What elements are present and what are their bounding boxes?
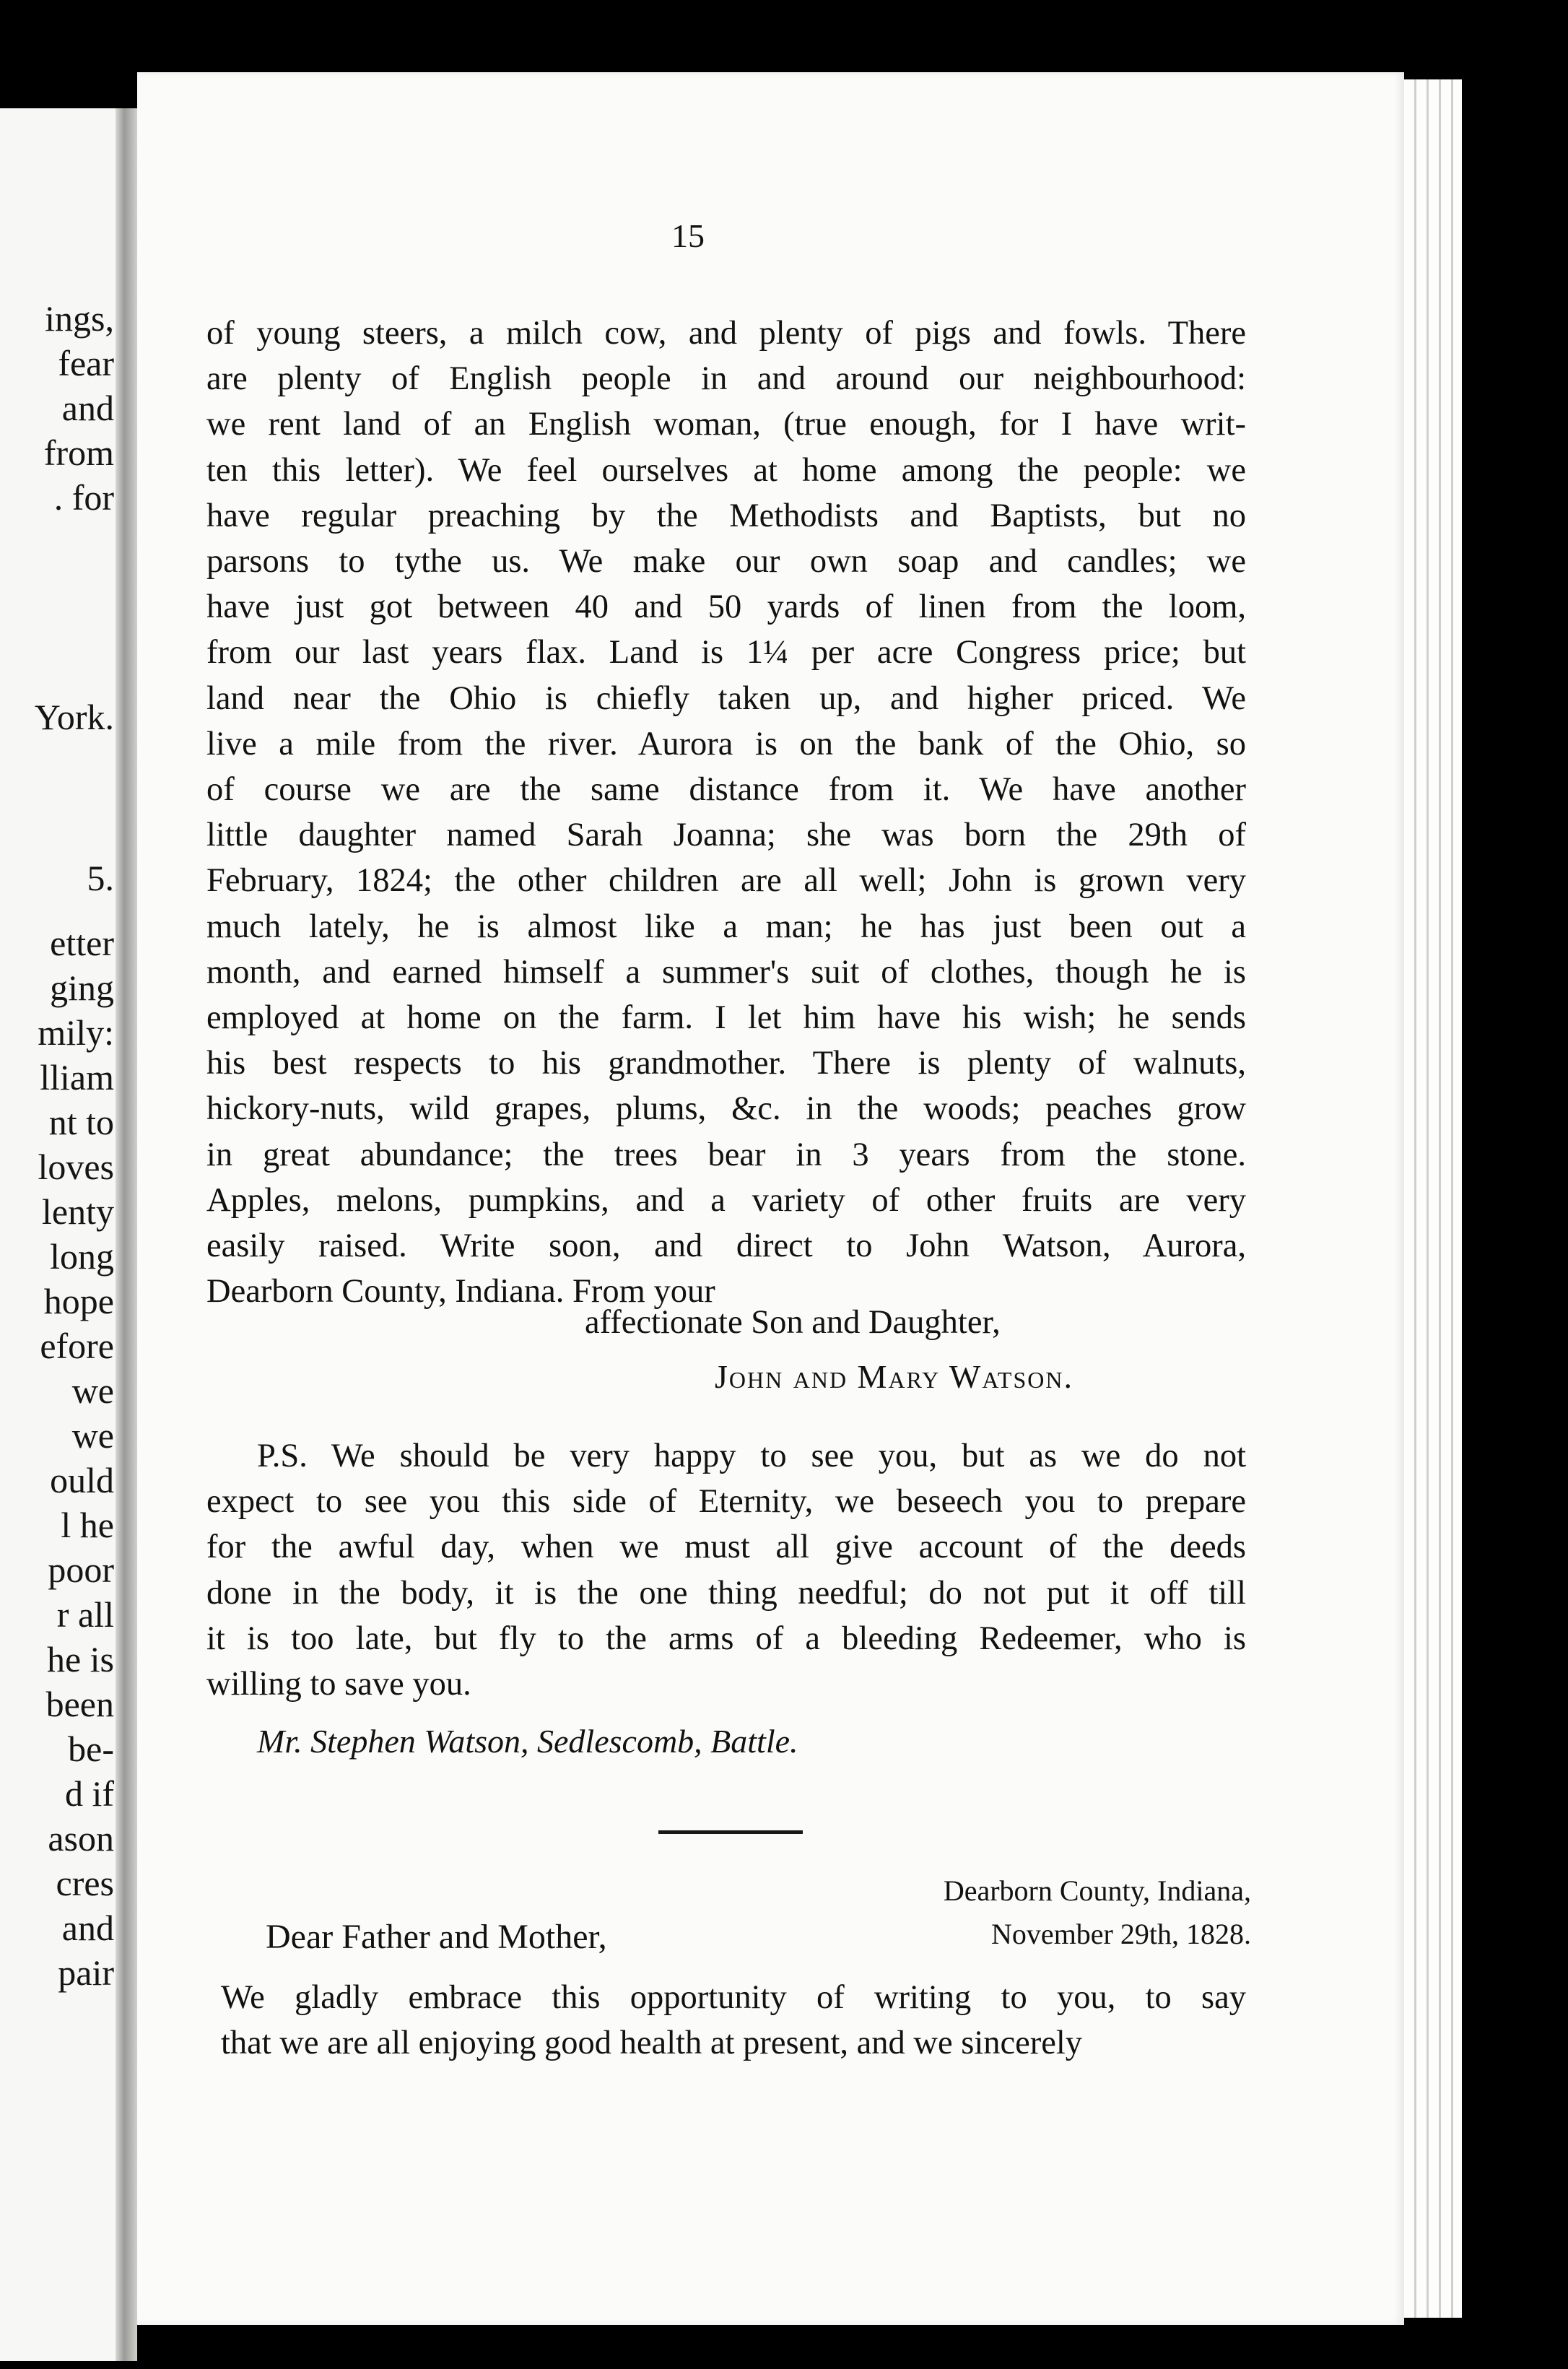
text-line: are plenty of English people in and around our neighbourhood: xyxy=(206,360,1246,398)
previous-page-text-fragment: we xyxy=(71,1415,114,1456)
previous-page-text-fragment: long xyxy=(50,1236,114,1277)
previous-page xyxy=(0,108,124,2361)
text-line: employed at home on the farm. I let him have his wish; he sends xyxy=(206,999,1246,1037)
second-letter-body xyxy=(221,1975,1246,2066)
previous-page-text-fragment: and xyxy=(61,388,114,428)
text-line: for the awful day, when we must all give account of the deeds xyxy=(206,1529,1246,1566)
previous-page-text-fragment: fear xyxy=(58,343,114,383)
page-edges xyxy=(1404,79,1462,2318)
letter-salutation: Dear Father and Mother, xyxy=(266,1918,607,1956)
previous-page-text-fragment: mily: xyxy=(38,1012,114,1053)
text-line: Dearborn County, Indiana. From your xyxy=(206,1273,715,1310)
text-line: little daughter named Sarah Joanna; she was born the 29th of xyxy=(206,817,1246,854)
text-line: done in the body, it is the one thing needful; do not put it off till xyxy=(206,1574,1246,1612)
previous-page-text-fragment: . for xyxy=(53,477,114,518)
previous-page-text-fragment: lenty xyxy=(42,1191,114,1232)
text-line: we rent land of an English woman, (true enough, for I have writ- xyxy=(206,406,1246,443)
previous-page-text-fragment: nt to xyxy=(48,1102,114,1142)
previous-page-text-fragment: poor xyxy=(48,1549,114,1590)
text-line: of course we are the same distance from it. We have another xyxy=(206,771,1246,809)
previous-page-text-fragment: ould xyxy=(50,1460,114,1500)
text-line: it is too late, but fly to the arms of a bleeding Redeemer, who is xyxy=(206,1620,1246,1657)
book-gutter xyxy=(116,108,137,2361)
text-line: Apples, melons, pumpkins, and a variety of other fruits are very xyxy=(206,1181,1246,1219)
text-line: month, and earned himself a summer's suit of clothes, though he is xyxy=(206,953,1246,991)
text-line: February, 1824; the other children are all well; John is grown very xyxy=(206,862,1246,900)
recipient-address: Mr. Stephen Watson, Sedlescomb, Battle. xyxy=(257,1723,798,1760)
text-line: P.S. We should be very happy to see you, but as we do not xyxy=(257,1438,1246,1474)
previous-page-text-fragment: etter xyxy=(50,923,114,963)
letter-signature: John and Mary Watson. xyxy=(715,1358,1073,1395)
text-line: have just got between 40 and 50 yards of linen from the loom, xyxy=(206,588,1246,626)
previous-page-text-fragment: 5. xyxy=(87,858,114,898)
previous-page-text-fragment: from xyxy=(43,432,114,473)
previous-page-text-fragment: been xyxy=(45,1684,114,1724)
letter-body xyxy=(206,310,1246,1314)
section-divider xyxy=(658,1830,803,1834)
letter-place: Dearborn County, Indiana, xyxy=(943,1874,1251,1907)
text-line: his best respects to his grandmother. There is plenty of walnuts, xyxy=(206,1045,1246,1082)
previous-page-text-fragment: hope xyxy=(43,1281,114,1321)
text-line: that we are all enjoying good health at present, and we sincerely xyxy=(221,2025,1083,2062)
text-line: from our last years flax. Land is 1¼ per acre Congress price; but xyxy=(206,634,1246,671)
previous-page-text-fragment: lliam xyxy=(40,1057,114,1097)
text-line: We gladly embrace this opportunity of writing to you, to say xyxy=(221,1979,1246,2016)
text-line: have regular preaching by the Methodists and Baptists, but no xyxy=(206,497,1246,534)
previous-page-text-fragment: he is xyxy=(46,1639,114,1679)
previous-page-text-fragment: York. xyxy=(34,697,114,737)
postscript xyxy=(206,1433,1246,1707)
previous-page-text-fragment: r all xyxy=(56,1594,114,1635)
previous-page-text-fragment: d if xyxy=(64,1773,114,1814)
previous-page-text-fragment: ason xyxy=(48,1818,114,1859)
previous-page-text-fragment: and xyxy=(61,1908,114,1948)
text-line: willing to save you. xyxy=(206,1666,471,1703)
letter-closing: affectionate Son and Daughter, xyxy=(585,1304,1001,1341)
previous-page-text-fragment: ging xyxy=(50,968,114,1008)
previous-page-text-fragment: ings, xyxy=(45,298,114,339)
text-line: of young steers, a milch cow, and plenty of pigs and fowls. There xyxy=(206,315,1246,352)
text-line: land near the Ohio is chiefly taken up, and higher priced. We xyxy=(206,679,1246,717)
previous-page-text-fragment: efore xyxy=(40,1326,114,1366)
text-line: in great abundance; the trees bear in 3 years from the stone. xyxy=(206,1136,1246,1173)
text-line: much lately, he is almost like a man; he has just been out a xyxy=(206,908,1246,945)
previous-page-text-fragment: cres xyxy=(56,1863,114,1903)
letter-date: November 29th, 1828. xyxy=(991,1918,1251,1950)
previous-page-text-fragment: loves xyxy=(38,1147,114,1187)
previous-page-text-fragment: l he xyxy=(61,1505,114,1545)
previous-page-text-fragment: we xyxy=(71,1370,114,1411)
previous-page-text-fragment: be- xyxy=(68,1729,114,1769)
text-line: live a mile from the river. Aurora is on the bank of the Ohio, so xyxy=(206,725,1246,762)
previous-page-text-fragment: pair xyxy=(58,1952,114,1993)
text-line: parsons to tythe us. We make our own soap and candles; we xyxy=(206,543,1246,581)
text-line: easily raised. Write soon, and direct to John Watson, Aurora, xyxy=(206,1227,1246,1265)
text-line: ten this letter). We feel ourselves at home among the people: we xyxy=(206,451,1246,489)
page-number: 15 xyxy=(671,217,705,254)
text-line: expect to see you this side of Eternity, we beseech you to prepare xyxy=(206,1483,1246,1521)
text-line: hickory-nuts, wild grapes, plums, &c. in the woods; peaches grow xyxy=(206,1090,1246,1128)
